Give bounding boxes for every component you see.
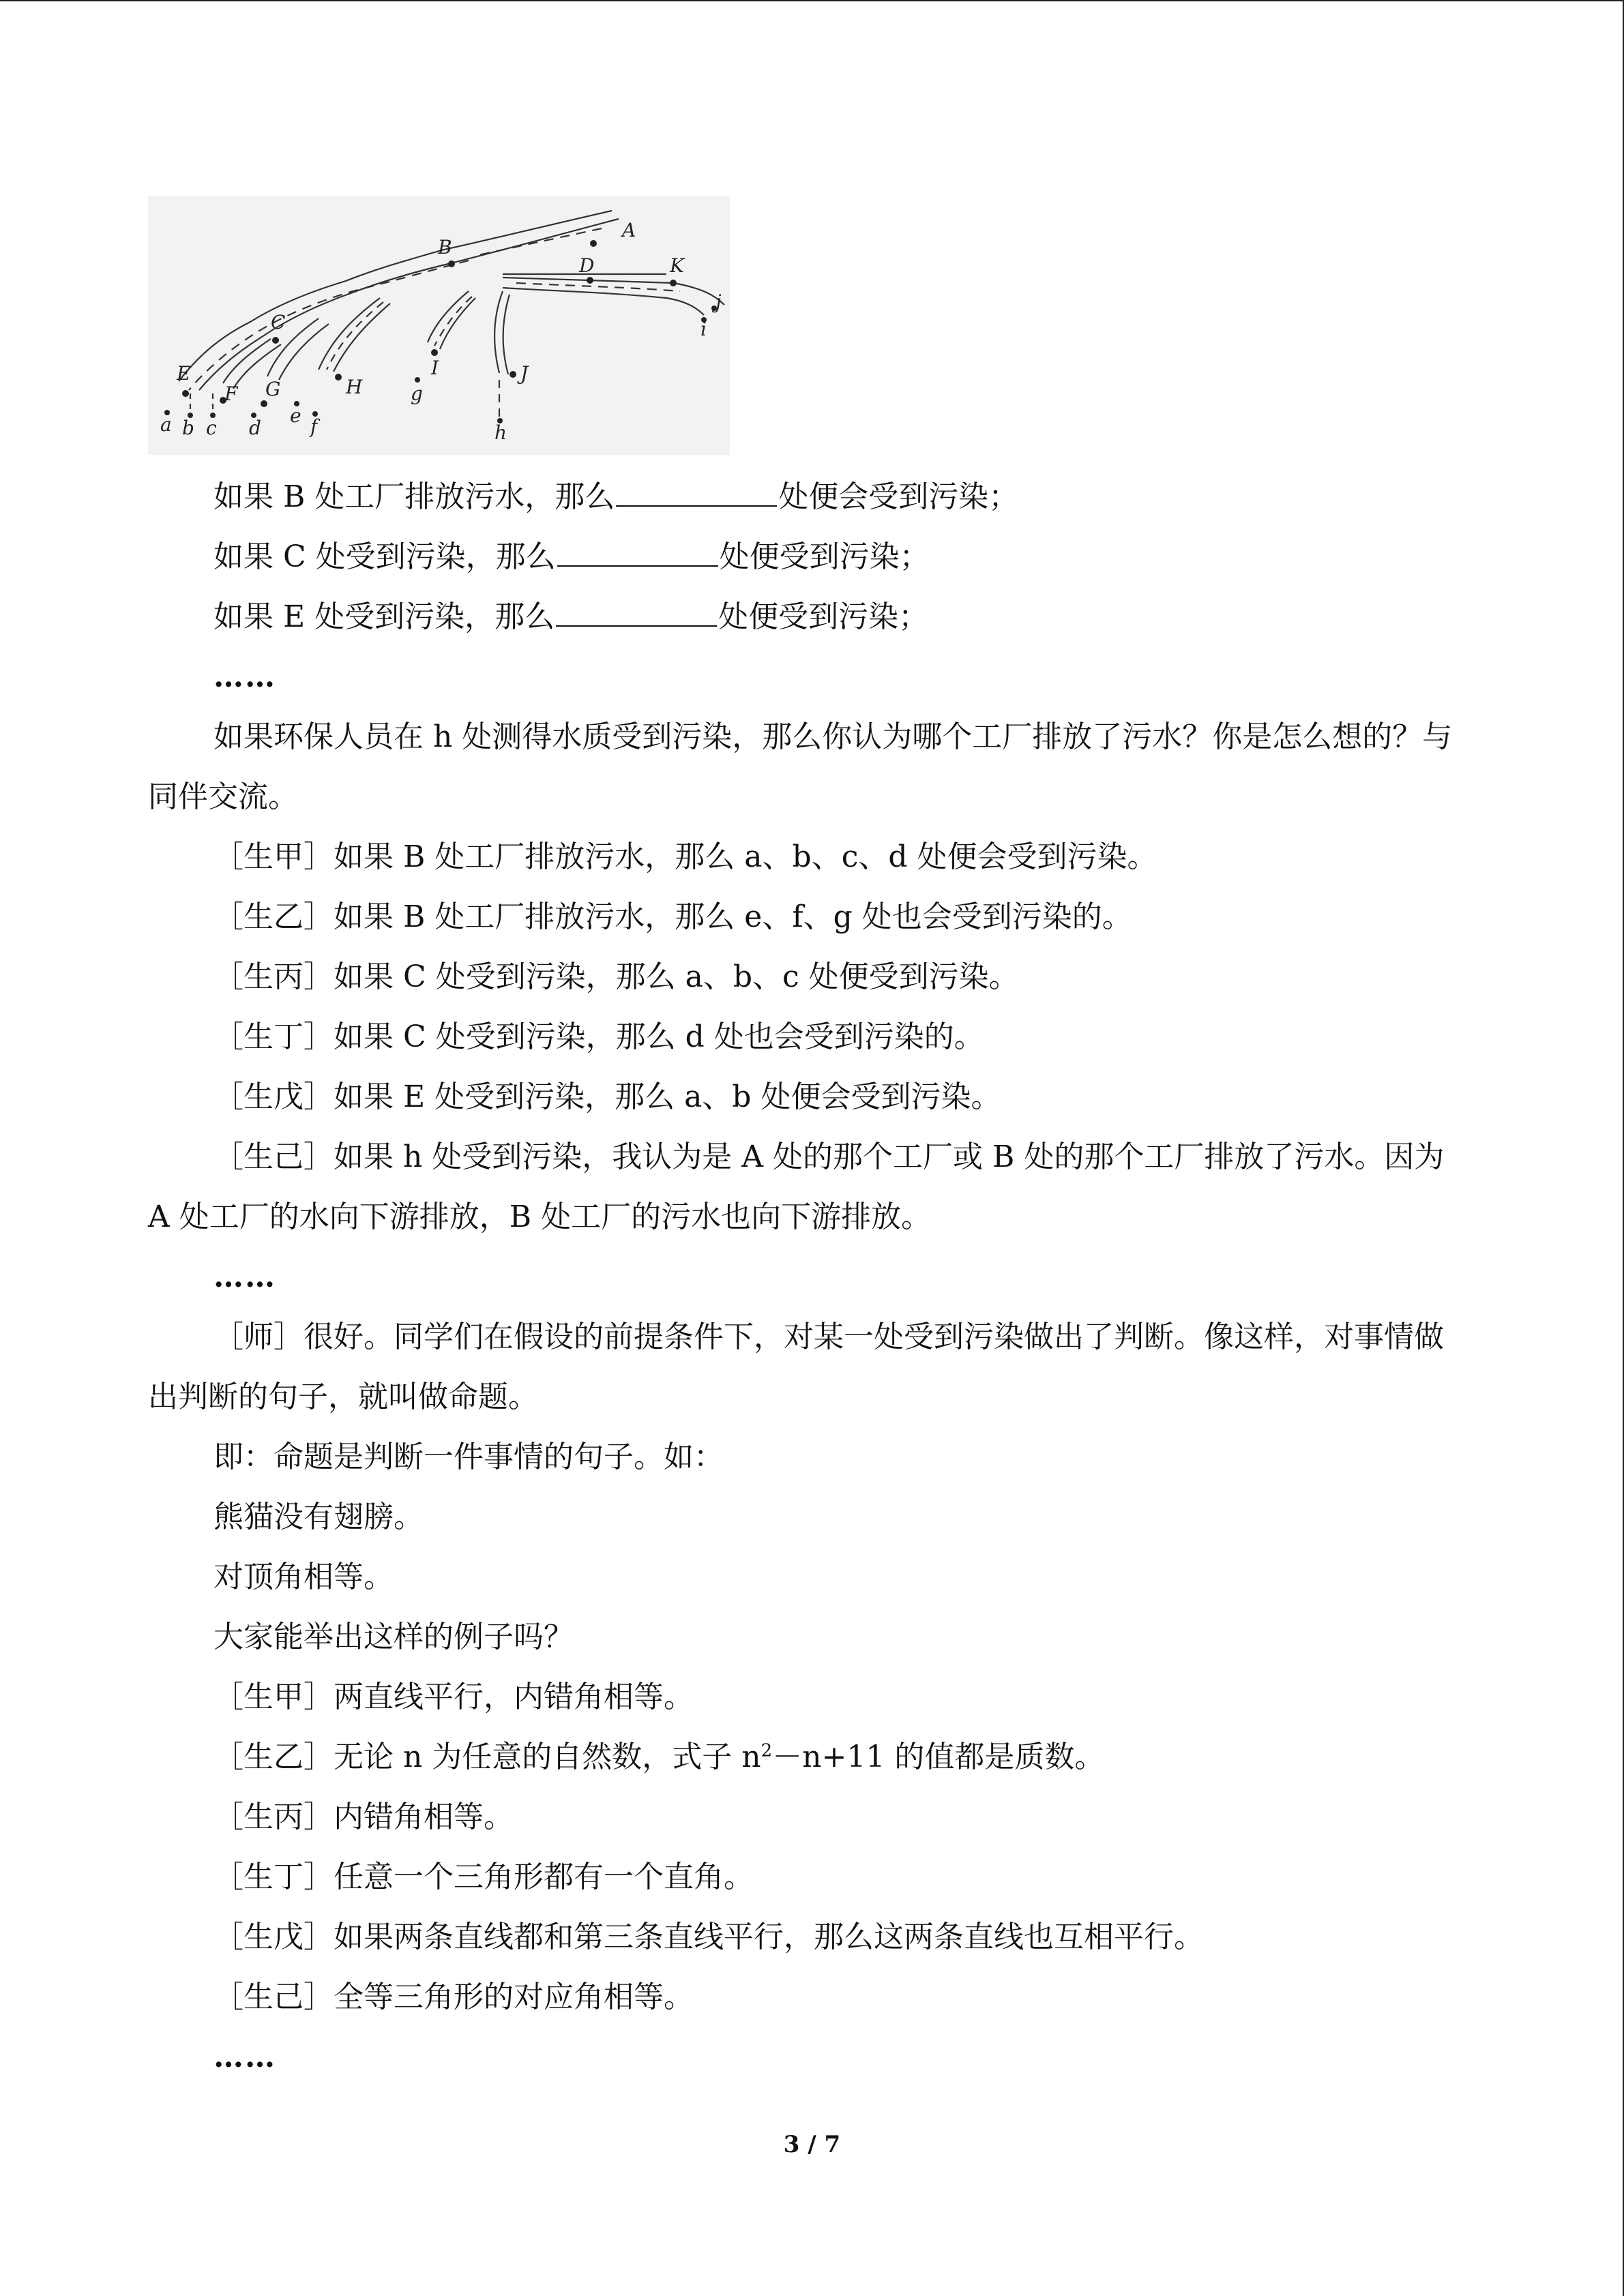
- label-d: d: [249, 417, 261, 439]
- river-diagram-svg: [148, 196, 730, 455]
- label-H: H: [346, 376, 363, 398]
- answer-blank-3[interactable]: [556, 599, 717, 627]
- point-B: [448, 260, 455, 267]
- page-number: 3 / 7: [783, 2131, 841, 2158]
- label-b: b: [182, 417, 194, 439]
- response-1-f: ［生己］如果 h 处受到污染，我认为是 A 处的那个工厂或 B 处的那个工厂排放了污水。因为 A 处工厂的水向下游排放，B 处工厂的污水也向下游排放。: [148, 1139, 1445, 1234]
- fill-line-2-suffix: 处便受到污染；: [719, 539, 930, 574]
- label-a: a: [160, 413, 172, 436]
- response-1-d: ［生丁］如果 C 处受到污染，那么 d 处也会受到污染的。: [213, 1019, 984, 1054]
- label-i: i: [700, 318, 707, 340]
- label-B: B: [438, 236, 452, 258]
- response-1-c: ［生丙］如果 C 处受到污染，那么 a、b、c 处便受到污染。: [213, 959, 1019, 994]
- ellipsis-2: ……: [213, 1259, 276, 1294]
- point-K: [670, 280, 677, 286]
- fill-line-1-prefix: 如果 B 处工厂排放污水，那么: [213, 479, 615, 514]
- label-J: J: [520, 362, 529, 385]
- point-H: [335, 374, 342, 381]
- fill-line-2-prefix: 如果 C 处受到污染，那么: [213, 539, 556, 574]
- label-j: j: [715, 290, 722, 313]
- point-A: [590, 240, 597, 247]
- response-2-a: ［生甲］两直线平行，内错角相等。: [213, 1680, 694, 1714]
- response-2-f: ［生己］全等三角形的对应角相等。: [213, 1980, 694, 2014]
- answer-blank-2[interactable]: [557, 539, 718, 567]
- response-2-b: [148, 1727, 1464, 1787]
- label-C: C: [271, 311, 286, 333]
- ellipsis-1: ……: [213, 659, 276, 694]
- label-D: D: [579, 254, 595, 277]
- label-e: e: [290, 404, 301, 427]
- response-1-a: ［生甲］如果 B 处工厂排放污水，那么 a、b、c、d 处便会受到污染。: [213, 839, 1157, 874]
- point-C: [272, 337, 279, 344]
- label-I: I: [431, 357, 439, 379]
- ellipsis-3: ……: [213, 2040, 276, 2074]
- fill-line-1: [148, 467, 1464, 527]
- fill-line-3-suffix: 处便受到污染；: [718, 599, 929, 634]
- label-A: A: [622, 219, 636, 241]
- response-2-d: ［生丁］任意一个三角形都有一个直角。: [213, 1860, 754, 1894]
- response-1-b: ［生乙］如果 B 处工厂排放污水，那么 e、f、g 处也会受到污染的。: [213, 899, 1132, 934]
- label-c: c: [206, 417, 217, 439]
- point-I: [431, 349, 438, 356]
- response-2-c: ［生丙］内错角相等。: [213, 1800, 514, 1834]
- answer-blank-1[interactable]: [616, 479, 777, 507]
- fill-line-1-suffix: 处便会受到污染；: [778, 479, 1019, 514]
- label-E: E: [177, 362, 191, 385]
- fill-line-2: [148, 527, 1464, 587]
- point-G: [261, 400, 267, 407]
- point-D: [587, 277, 593, 284]
- point-J: [510, 371, 516, 378]
- point-E: [182, 390, 189, 397]
- label-f: f: [310, 415, 318, 438]
- label-F: F: [224, 383, 238, 405]
- river-diagram: [148, 196, 730, 455]
- ask-line: 大家能举出这样的例子吗？: [213, 1620, 574, 1654]
- label-g: g: [411, 383, 423, 405]
- definition-line: 即：命题是判断一件事情的句子。如：: [213, 1440, 724, 1474]
- point-g: [415, 377, 420, 383]
- response-1-e: ［生戊］如果 E 处受到污染，那么 a、b 处便会受到污染。: [213, 1079, 1001, 1114]
- fill-line-3: [148, 587, 1464, 647]
- response-2-b-pre: ［生乙］无论 n 为任意的自然数，式子 n: [213, 1740, 761, 1774]
- teacher-paragraph: ［师］很好。同学们在假设的前提条件下，对某一处受到污染做出了判断。像这样，对事情做出判断的句子，就叫做命题。: [148, 1320, 1444, 1414]
- label-K: K: [670, 254, 684, 277]
- label-G: G: [265, 378, 281, 400]
- label-h: h: [494, 421, 507, 444]
- response-2-b-sup: 2: [761, 1740, 773, 1761]
- response-2-b-post: －n+11 的值都是质数。: [772, 1740, 1105, 1774]
- example-2: 对顶角相等。: [213, 1560, 394, 1594]
- fill-line-3-prefix: 如果 E 处受到污染，那么: [213, 599, 555, 634]
- example-1: 熊猫没有翅膀。: [213, 1500, 424, 1534]
- document-body: [148, 467, 1464, 2087]
- response-2-e: ［生戊］如果两条直线都和第三条直线平行，那么这两条直线也互相平行。: [213, 1920, 1204, 1954]
- question-paragraph: 如果环保人员在 h 处测得水质受到污染，那么你认为哪个工厂排放了污水？你是怎么想的？与同伴交流。: [148, 719, 1453, 814]
